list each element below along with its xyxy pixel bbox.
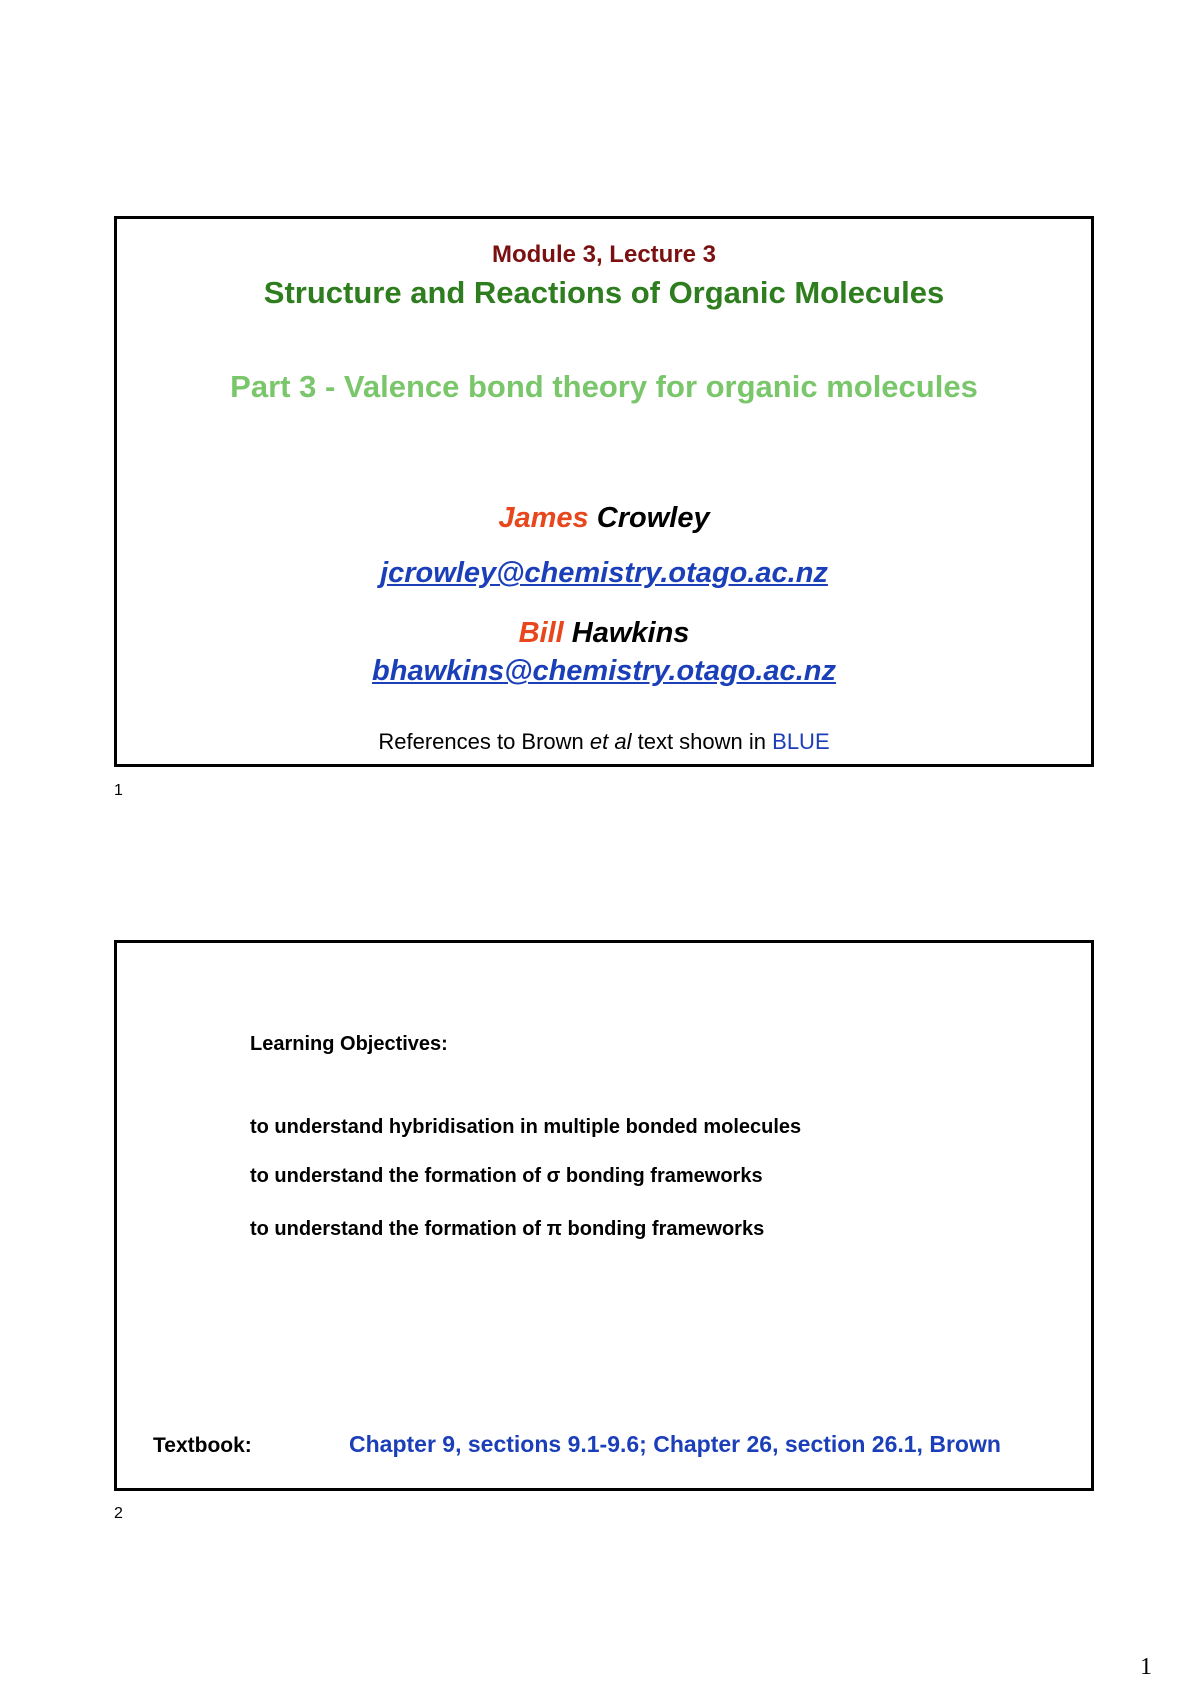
ref-middle: text shown in — [631, 729, 773, 754]
references-note — [117, 729, 1091, 755]
author-2-last-name: Hawkins — [571, 617, 690, 649]
ref-blue-word: BLUE — [772, 729, 830, 754]
author-2-first-name: Bill — [518, 617, 564, 649]
author-2-email-link[interactable]: bhawkins@chemistry.otago.ac.nz — [372, 655, 836, 687]
slide-1 — [114, 216, 1094, 767]
learning-objectives-heading: Learning Objectives: — [250, 1033, 448, 1055]
author-1-email-link[interactable]: jcrowley@chemistry.otago.ac.nz — [380, 557, 828, 589]
objective-item: to understand the formation of σ bonding frameworks — [250, 1165, 763, 1187]
part-title: Part 3 - Valence bond theory for organic molecules — [230, 369, 978, 404]
author-2 — [117, 617, 1091, 650]
textbook-references: Chapter 9, sections 9.1-9.6; Chapter 26, section 26.1, Brown — [349, 1431, 1001, 1457]
slide-1-number: 1 — [114, 782, 123, 799]
author-1 — [117, 502, 1091, 535]
lecture-title: Structure and Reactions of Organic Molecules — [263, 275, 945, 310]
author-1-last-name: Crowley — [596, 502, 710, 534]
slide-2-number: 2 — [114, 1505, 123, 1522]
page-number: 1 — [1140, 1654, 1152, 1680]
objective-item: to understand the formation of π bonding frameworks — [250, 1218, 765, 1240]
ref-et-al: et al — [589, 729, 632, 754]
objective-item: to understand hybridisation in multiple bonded molecules — [250, 1116, 802, 1138]
author-2-email-row — [117, 655, 1091, 688]
slide-2 — [114, 940, 1094, 1491]
author-1-first-name: James — [498, 502, 589, 534]
author-1-email-row — [117, 557, 1091, 590]
textbook-label: Textbook: — [153, 1434, 252, 1457]
ref-prefix: References to Brown — [378, 729, 590, 754]
module-label: Module 3, Lecture 3 — [491, 241, 717, 268]
